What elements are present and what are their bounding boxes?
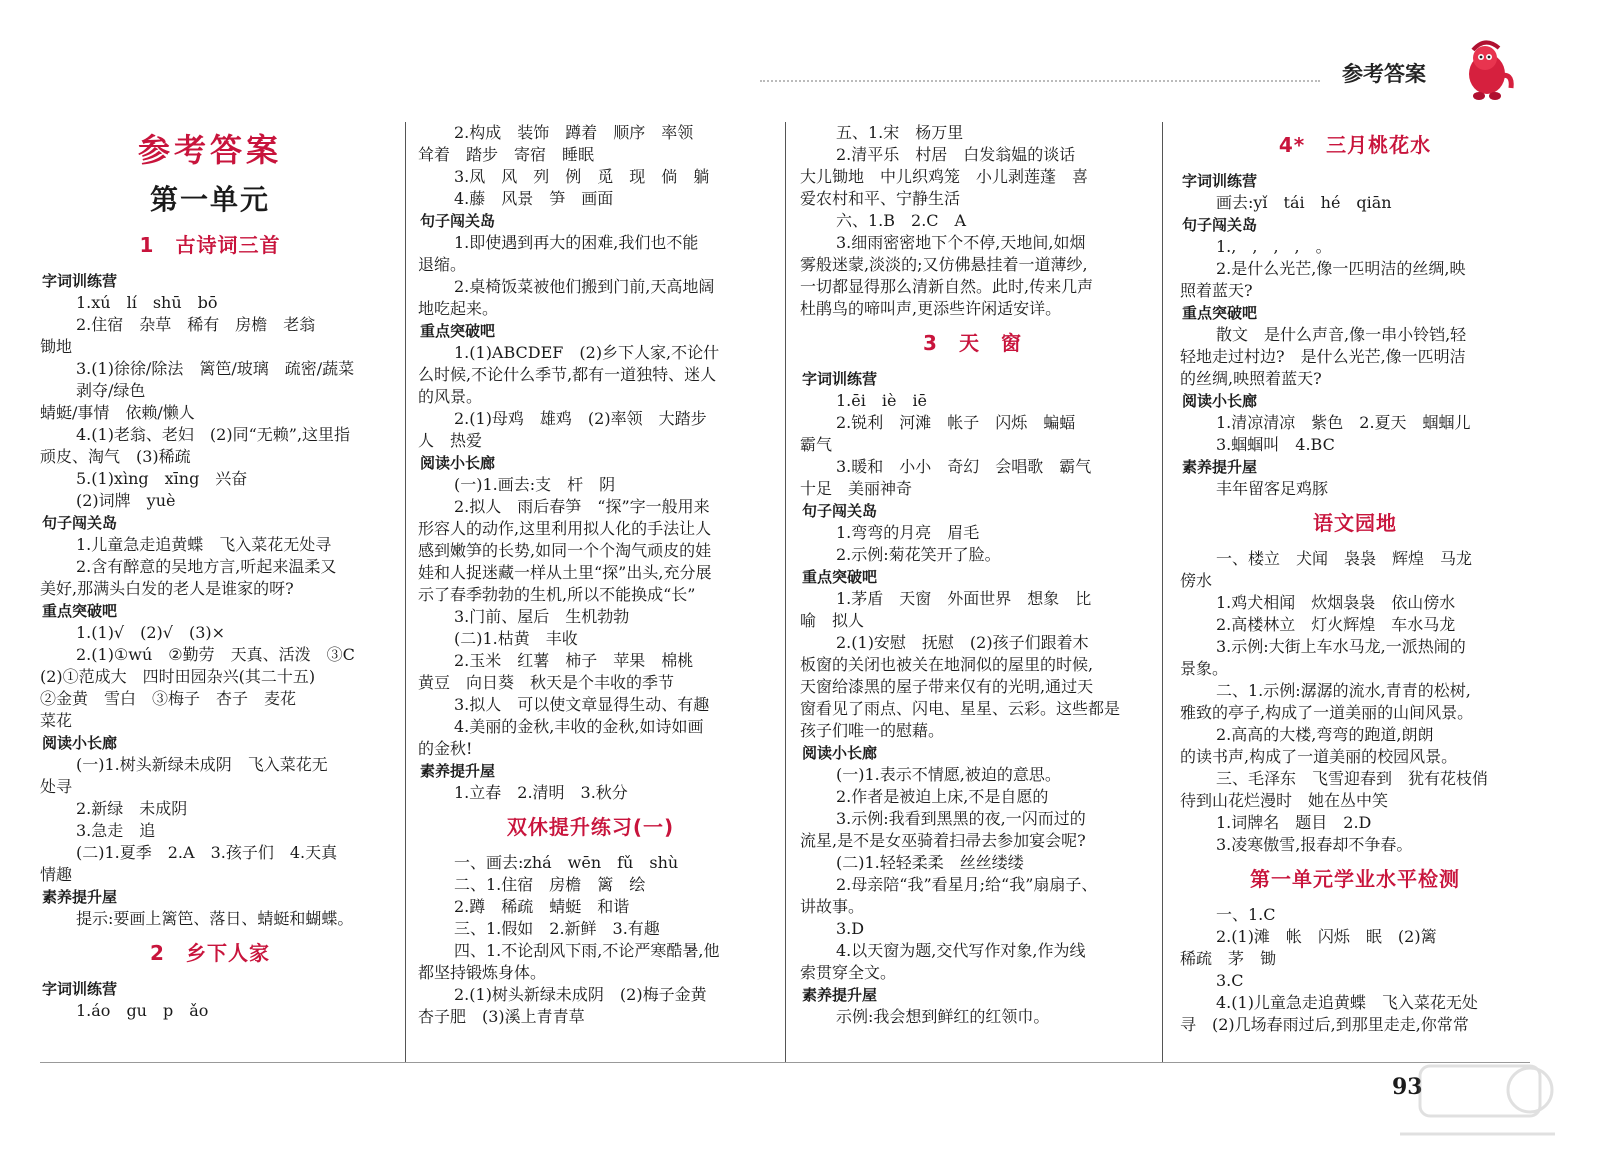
answer-line: 四、1.不论刮风下雨,不论严寒酷暑,他 [454, 941, 720, 960]
answer-line: 素养提升屋 [1182, 458, 1258, 476]
answer-line: 字词训练营 [42, 980, 118, 998]
answer-line: 么时候,不论什么季节,都有一道独特、迷人 [418, 365, 717, 384]
answer-line: 孩子们唯一的慰藉。 [800, 721, 945, 740]
answer-line: 轻地走过村边? 是什么光芒,像一匹明洁 [1180, 347, 1466, 366]
answer-line: 二、1.住宿 房檐 篱 绘 [454, 875, 646, 894]
answer-line: 2.高楼林立 灯火辉煌 车水马龙 [1216, 615, 1456, 634]
answer-line: 照着蓝天? [1180, 281, 1253, 300]
answer-line: 蜻蜓/事情 依赖/懒人 [40, 403, 195, 422]
answer-line: 素养提升屋 [802, 986, 878, 1004]
answer-line: 人 热爱 [418, 431, 483, 450]
answer-line: 1.áo gu p ǎo [76, 1001, 209, 1020]
answer-line: 感到嫩笋的长势,如同一个个淘气顽皮的娃 [418, 541, 712, 560]
answer-line: 4.以天窗为题,交代写作对象,作为线 [836, 941, 1086, 960]
answer-line: 2.含有醉意的吴地方言,听起来温柔又 [76, 557, 337, 576]
answer-line: 1.ēi iè iē [836, 391, 928, 410]
answer-line: 讲故事。 [800, 897, 865, 916]
answer-line: 一、楼立 犬闻 袅袅 辉煌 马龙 [1216, 549, 1473, 568]
answer-line: 待到山花烂漫时 她在丛中笑 [1180, 791, 1389, 810]
answer-line: 阅读小长廊 [42, 734, 118, 752]
answer-line: 的风景。 [418, 387, 483, 406]
answer-line: 1., , , , 。 [1216, 237, 1332, 256]
answer-line: 形容人的动作,这里利用拟人化的手法让人 [418, 519, 712, 538]
answer-line: 2.(1)安慰 抚慰 (2)孩子们跟着木 [836, 633, 1089, 652]
page-number: 93 [1392, 1074, 1423, 1100]
answer-line: 情趣 [40, 865, 73, 884]
answer-line: 3.暖和 小小 奇幻 会唱歌 霸气 [836, 457, 1092, 476]
column-4 [1180, 122, 1530, 1036]
answer-line: 板窗的关闭也被关在地洞似的屋里的时候, [800, 655, 1094, 674]
answer-line: 三、1.假如 2.新鲜 3.有趣 [454, 919, 660, 938]
answer-line: 雅致的亭子,构成了一道美丽的山间风景。 [1180, 703, 1474, 722]
answer-line: 5.(1)xìng xīng 兴奋 [76, 469, 248, 488]
answer-line: 霸气 [800, 435, 833, 454]
column-3 [800, 122, 1145, 1028]
answer-line: 二、1.示例:潺潺的流水,青青的松树, [1216, 681, 1471, 700]
page-header [760, 58, 1560, 98]
answer-line: 一、画去:zhá wēn fǔ shù [454, 853, 679, 872]
answer-line: 2.(1)滩 帐 闪烁 眠 (2)篱 [1216, 927, 1437, 946]
unit-title: 第一单元 [149, 183, 270, 216]
answer-line: 素养提升屋 [420, 762, 496, 780]
answer-line: 1.词牌名 题目 2.D [1216, 813, 1372, 832]
answer-line: 重点突破吧 [802, 568, 878, 586]
answer-line: 重点突破吧 [42, 602, 118, 620]
bottom-rule [40, 1062, 1530, 1063]
answer-line: 2.高高的大楼,弯弯的跑道,朗朗 [1216, 725, 1434, 744]
lesson-title: 1 古诗词三首 [139, 233, 281, 257]
answer-line: 的丝绸,映照着蓝天? [1180, 369, 1322, 388]
answer-line: 2.(1)树头新绿未成阴 (2)梅子金黄 [454, 985, 707, 1004]
answer-line: 杏子肥 (3)溪上青青草 [418, 1007, 585, 1026]
answer-line: 2.锐利 河滩 帐子 闪烁 蝙蝠 [836, 413, 1076, 432]
answer-line: 4.(1)儿童急走追黄蝶 飞入菜花无处 [1216, 993, 1478, 1012]
answer-line: 美好,那满头白发的老人是谁家的呀? [40, 579, 294, 598]
answer-line: 菜花 [40, 711, 73, 730]
answer-line: 大儿锄地 中儿织鸡笼 小儿剥莲蓬 喜 [800, 167, 1089, 186]
column-2 [418, 122, 763, 1028]
page-main-title: 参考答案 [137, 131, 282, 169]
answer-line: 句子闯关岛 [420, 212, 496, 230]
answer-line: (一)1.画去:支 杆 阴 [454, 475, 616, 494]
answer-line: 退缩。 [418, 255, 467, 274]
lesson-title: 3 天 窗 [923, 331, 1022, 355]
answer-line: 黄豆 向日葵 秋天是个丰收的季节 [418, 673, 675, 692]
answer-line: 4.藤 风景 笋 画面 [454, 189, 614, 208]
answer-line: 流星,是不是女巫骑着扫帚去参加宴会呢? [800, 831, 1086, 850]
lesson-title: 2 乡下人家 [150, 941, 270, 965]
answer-line: 3.示例:我看到黑黑的夜,一闪而过的 [836, 809, 1086, 828]
answer-line: 字词训练营 [1182, 172, 1258, 190]
answer-line: (一)1.表示不情愿,被迫的意思。 [836, 765, 1061, 784]
answer-line: 1.清凉清凉 紫色 2.夏天 蝈蝈儿 [1216, 413, 1471, 432]
answer-line: 3.拟人 可以使文章显得生动、有趣 [454, 695, 710, 714]
answer-line: 3.C [1216, 971, 1244, 990]
answer-line: 3.细雨密密地下个不停,天地间,如烟 [836, 233, 1086, 252]
answer-line: 3.门前、屋后 生机勃勃 [454, 607, 630, 626]
answer-line: 的金秋! [418, 739, 473, 758]
answer-line: 寻 (2)几场春雨过后,到那里走走,你常常 [1180, 1015, 1469, 1034]
answer-line: 2.蹲 稀疏 蜻蜓 和谐 [454, 897, 630, 916]
answer-line: 2.桌椅饭菜被他们搬到门前,天高地阔 [454, 277, 715, 296]
answer-line: (2)词牌 yuè [76, 491, 176, 510]
answer-line: 散文 是什么声音,像一串小铃铛,轻 [1216, 325, 1467, 344]
answer-line: 阅读小长廊 [420, 454, 496, 472]
section-title: 语文园地 [1313, 511, 1397, 535]
answer-line: 阅读小长廊 [802, 744, 878, 762]
answer-line: 锄地 [40, 337, 73, 356]
answer-line: 一切都显得那么清新自然。此时,传来几声 [800, 277, 1094, 296]
column-divider [1162, 122, 1163, 1062]
answer-line: 1.(1)ABCDEF (2)乡下人家,不论什 [454, 343, 720, 362]
answer-line: 十足 美丽神奇 [800, 479, 913, 498]
answer-line: 五、1.宋 杨万里 [836, 123, 964, 142]
answer-line: 重点突破吧 [1182, 304, 1258, 322]
answer-line: 3.(1)徐徐/除法 篱笆/玻璃 疏密/蔬菜 剥夺/绿色 [76, 359, 371, 400]
answer-line: 的读书声,构成了一道美丽的校园风景。 [1180, 747, 1458, 766]
answer-line: 4.(1)老翁、老妇 (2)同“无赖”,这里指 [76, 425, 351, 444]
section-title: 第一单元学业水平检测 [1250, 867, 1460, 891]
answer-line: 傍水 [1180, 571, 1213, 590]
answer-line: 喻 拟人 [800, 611, 865, 630]
answer-line: 2.(1)母鸡 雄鸡 (2)率领 大踏步 [454, 409, 707, 428]
answer-line: 处寻 [40, 777, 73, 796]
answer-line: 画去:yǐ tái hé qiān [1216, 193, 1392, 212]
answer-line: 地吃起来。 [418, 299, 499, 318]
answer-line: 3.蝈蝈叫 4.BC [1216, 435, 1335, 454]
answer-line: 六、1.B 2.C A [836, 211, 967, 230]
answer-line: 阅读小长廊 [1182, 392, 1258, 410]
answer-line: 示例:我会想到鲜红的红领巾。 [836, 1007, 1050, 1026]
answer-line: 三、毛泽东 飞雪迎春到 犹有花枝俏 [1216, 769, 1489, 788]
answer-line: (二)1.夏季 2.A 3.孩子们 4.天真 [76, 843, 338, 862]
answer-line: (二)1.轻轻柔柔 丝丝缕缕 [836, 853, 1024, 872]
answer-line: 3.急走 追 [76, 821, 156, 840]
answer-line: 2.清平乐 村居 白发翁媪的谈话 [836, 145, 1076, 164]
answer-line: 一、1.C [1216, 905, 1276, 924]
mascot-icon [1455, 36, 1515, 106]
answer-line: 2.(1)①wú ②勤劳 天真、活泼 ③C [76, 645, 355, 664]
answer-line: 1.立春 2.清明 3.秋分 [454, 783, 628, 802]
answer-line: 索贯穿全文。 [800, 963, 897, 982]
answer-line: (二)1.枯黄 丰收 [454, 629, 578, 648]
answer-line: 景象。 [1180, 659, 1229, 678]
answer-line: 句子闯关岛 [42, 514, 118, 532]
answer-line: ②金黄 雪白 ③梅子 杏子 麦花 [40, 689, 297, 708]
column-divider [405, 122, 406, 1062]
answer-line: 3.凤 风 列 例 觅 现 倘 躺 [454, 167, 710, 186]
answer-line: 1.弯弯的月亮 眉毛 [836, 523, 980, 542]
answer-line: 3.凌寒傲雪,报春却不争春。 [1216, 835, 1413, 854]
answer-line: 句子闯关岛 [1182, 216, 1258, 234]
column-divider [785, 122, 786, 1062]
answer-line: 2.拟人 雨后春笋 “探”字一般用来 [454, 497, 710, 516]
answer-line: 天窗给漆黑的屋子带来仅有的光明,通过天 [800, 677, 1094, 696]
answer-line: 示了春季勃勃的生机,所以不能换成“长” [418, 585, 696, 604]
answer-line: 1.儿童急走追黄蝶 飞入菜花无处寻 [76, 535, 332, 554]
answer-line: 句子闯关岛 [802, 502, 878, 520]
answer-line: 2.构成 装饰 蹲着 顺序 率领 [454, 123, 694, 142]
answer-line: 字词训练营 [802, 370, 878, 388]
lesson-title: 4* 三月桃花水 [1278, 133, 1432, 157]
answer-line: 3.D [836, 919, 865, 938]
answer-line: 素养提升屋 [42, 888, 118, 906]
answer-line: 2.住宿 杂草 稀有 房檐 老翁 [76, 315, 316, 334]
answer-line: 3.示例:大街上车水马龙,一派热闹的 [1216, 637, 1466, 656]
answer-line: 窗看见了雨点、闪电、星星、云彩。这些都是 [800, 699, 1121, 718]
answer-line: 杜鹃鸟的啼叫声,更添些许闲适安详。 [800, 299, 1062, 318]
column-1 [40, 122, 380, 1022]
answer-line: 雾般迷蒙,淡淡的;又仿佛悬挂着一道薄纱, [800, 255, 1088, 274]
answer-line: (一)1.树头新绿未成阴 飞入菜花无 [76, 755, 328, 774]
section-title: 双休提升练习(一) [506, 815, 675, 839]
answer-line: 1.茅盾 天窗 外面世界 想象 比 [836, 589, 1092, 608]
answer-line: 提示:要画上篱笆、落日、蜻蜓和蝴蝶。 [76, 909, 354, 928]
answer-line: 2.示例:菊花笑开了脸。 [836, 545, 1001, 564]
answer-line: 2.是什么光芒,像一匹明洁的丝绸,映 [1216, 259, 1466, 278]
answer-line: 字词训练营 [42, 272, 118, 290]
answer-line: 耸着 踏步 寄宿 睡眠 [418, 145, 595, 164]
answer-line: 1.即使遇到再大的困难,我们也不能 [454, 233, 699, 252]
answer-line: 重点突破吧 [420, 322, 496, 340]
answer-line: 1.(1)√ (2)√ (3)× [76, 623, 226, 642]
answer-line: (2)①范成大 四时田园杂兴(其二十五) [40, 667, 316, 686]
answer-line: 顽皮、淘气 (3)稀疏 [40, 447, 191, 466]
header-dotted-rule [760, 80, 1320, 82]
watermark-icon [1380, 1060, 1565, 1150]
answer-line: 1.xú lí shū bō [76, 293, 218, 312]
answer-line: 娃和人捉迷藏一样从土里“探”出头,充分展 [418, 563, 712, 582]
answer-line: 2.玉米 红薯 柿子 苹果 棉桃 [454, 651, 694, 670]
header-title: 参考答案 [1342, 62, 1426, 86]
answer-line: 都坚持锻炼身体。 [418, 963, 547, 982]
answer-line: 丰年留客足鸡豚 [1216, 479, 1329, 498]
answer-line: 爱农村和平、宁静生活 [800, 189, 961, 208]
answer-line: 2.新绿 未成阴 [76, 799, 188, 818]
answer-line: 2.母亲陪“我”看星月;给“我”扇扇子、 [836, 875, 1098, 894]
answer-line: 稀疏 茅 锄 [1180, 949, 1277, 968]
answer-line: 2.作者是被迫上床,不是自愿的 [836, 787, 1049, 806]
answer-line: 1.鸡犬相闻 炊烟袅袅 依山傍水 [1216, 593, 1456, 612]
answer-line: 4.美丽的金秋,丰收的金秋,如诗如画 [454, 717, 704, 736]
